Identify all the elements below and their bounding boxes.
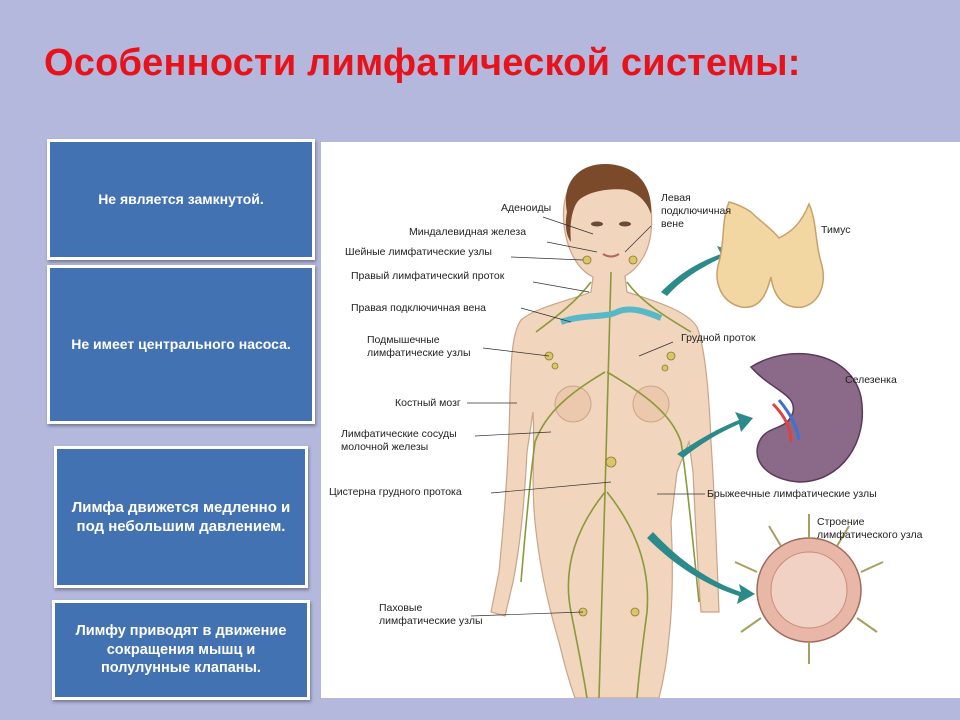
label-inguinal-nodes-2: лимфатические узлы	[379, 615, 483, 627]
slide-title: Особенности лимфатической системы:	[44, 42, 801, 84]
label-mammary-vessels-2: молочной железы	[341, 441, 429, 453]
eye-right	[619, 222, 631, 227]
feature-text: Лимфу приводят в движение сокращения мышц и полулунные клапаны.	[75, 622, 287, 677]
label-mammary-vessels-1: Лимфатические сосуды	[341, 428, 457, 440]
label-tonsil: Миндалевидная железа	[409, 226, 527, 238]
label-node-structure-1: Строение	[817, 516, 865, 528]
spleen-drawing	[751, 354, 862, 482]
body-figure	[491, 172, 719, 698]
label-left-subclavian-1: Левая	[661, 192, 691, 204]
label-right-subclavian: Правая подключичная вена	[351, 302, 487, 314]
label-thymus: Тимус	[821, 224, 851, 236]
feature-text: Не имеет центрального насоса.	[71, 336, 291, 353]
label-right-duct: Правый лимфатический проток	[351, 270, 505, 282]
label-adenoids: Аденоиды	[501, 202, 552, 214]
feature-box-not-closed	[47, 139, 315, 260]
label-node-structure-2: лимфатического узла	[817, 529, 923, 541]
label-left-subclavian-3: вене	[661, 218, 684, 230]
eye-left	[591, 222, 603, 227]
feature-box-slow-flow	[54, 446, 308, 588]
feature-box-no-pump	[47, 265, 315, 424]
thymus-drawing	[717, 202, 823, 307]
feature-text: Не является замкнутой.	[98, 191, 264, 208]
label-thoracic-duct: Грудной проток	[681, 332, 756, 344]
label-cisterna: Цистерна грудного протока	[329, 486, 462, 498]
label-mesenteric-nodes: Брыжеечные лимфатические узлы	[707, 488, 877, 500]
feature-box-muscle-valves	[52, 600, 310, 700]
label-spleen: Селезенка	[845, 374, 897, 386]
label-bone-marrow: Костный мозг	[395, 397, 461, 409]
label-left-subclavian-2: подключичная	[661, 205, 732, 217]
lymphatic-system-illustration	[321, 142, 960, 698]
feature-text: Лимфа движется медленно и под небольшим давлением.	[71, 498, 291, 535]
label-inguinal-nodes-1: Паховые	[379, 602, 423, 614]
label-axillary-nodes-2: лимфатические узлы	[367, 347, 471, 359]
label-axillary-nodes-1: Подмышечные	[367, 334, 440, 346]
label-cervical-nodes: Шейные лимфатические узлы	[345, 246, 492, 258]
